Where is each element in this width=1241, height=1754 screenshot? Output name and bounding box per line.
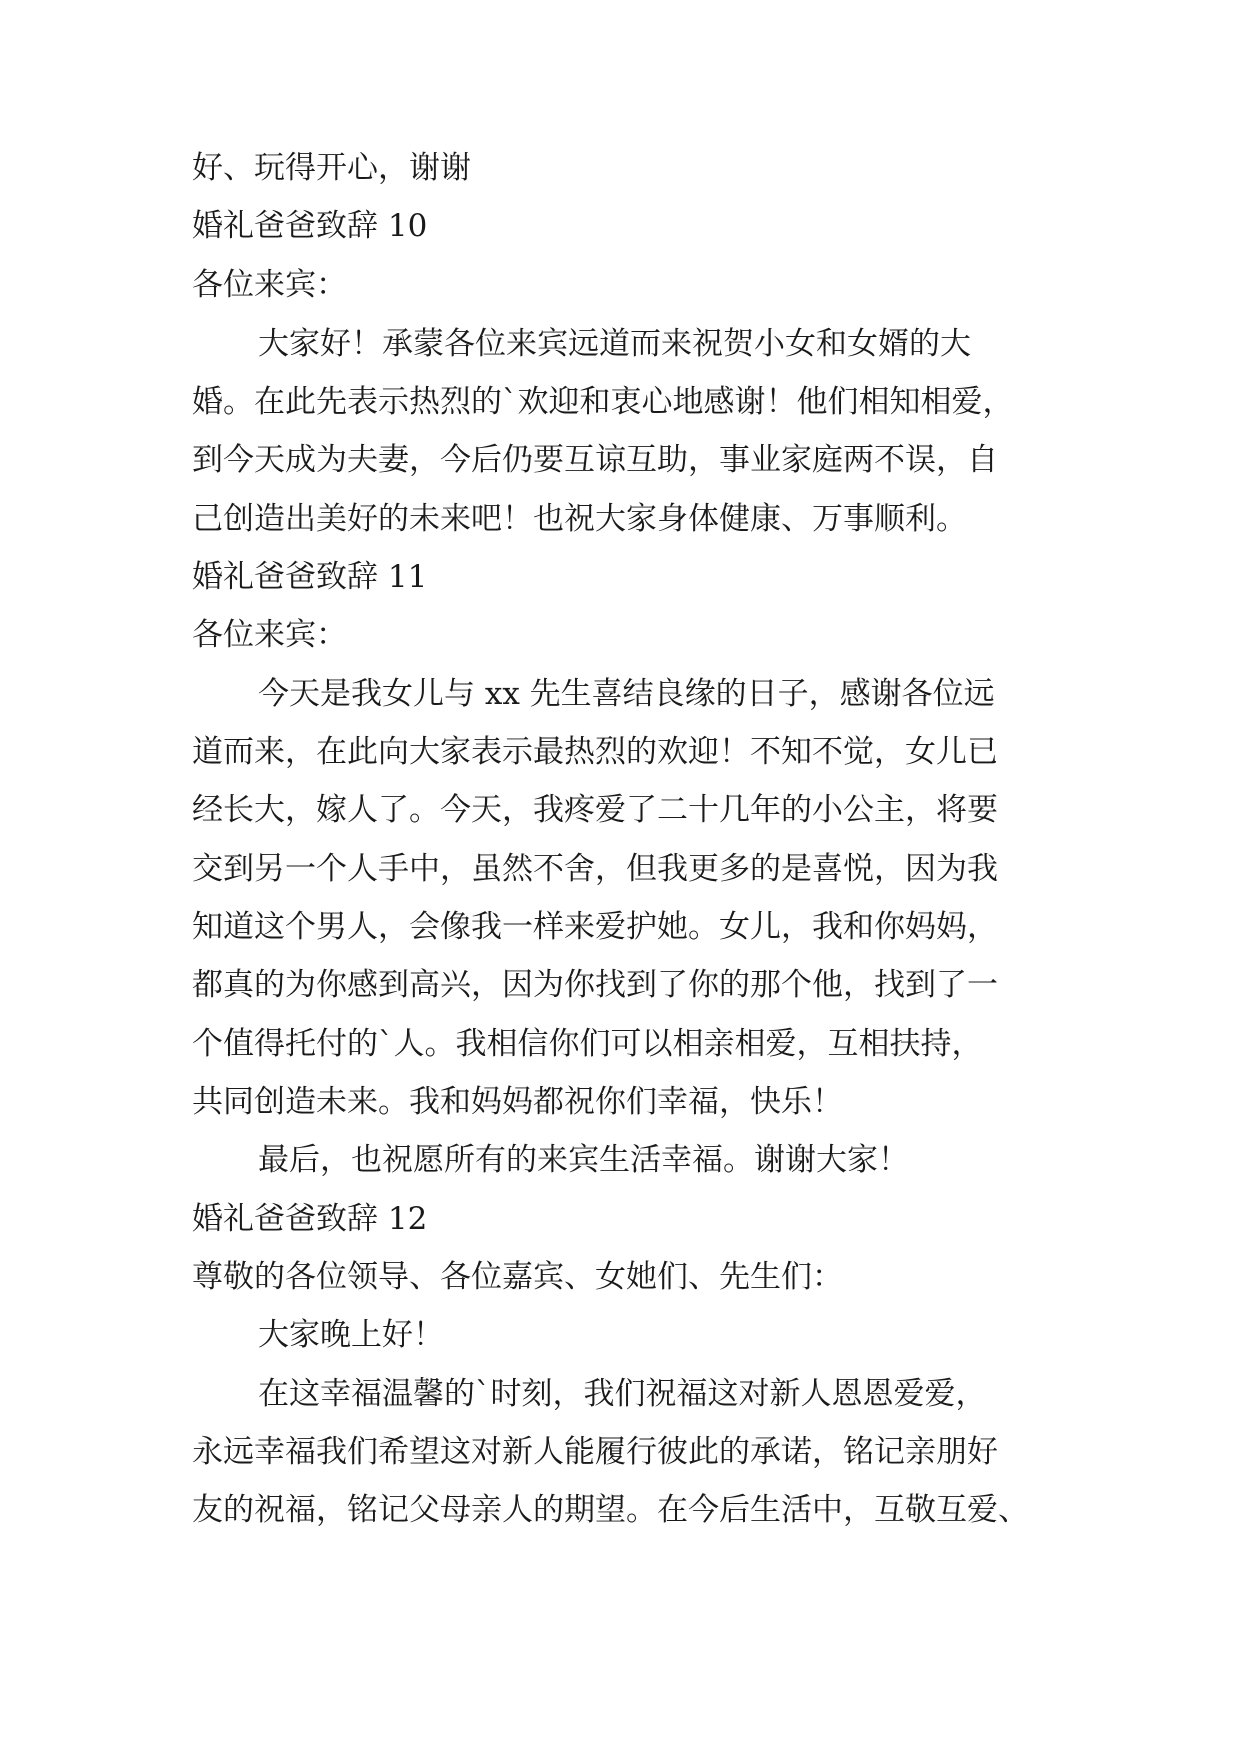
paragraph-line: 到今天成为夫妻，今后仍要互谅互助，事业家庭两不误，自 — [192, 442, 998, 478]
document-line: 好、玩得开心，谢谢 — [192, 150, 471, 186]
paragraph-line: 个值得托付的`人。我相信你们可以相亲相爱，互相扶持， — [192, 1026, 983, 1062]
paragraph-line: 共同创造未来。我和妈妈都祝你们幸福，快乐！ — [192, 1084, 843, 1120]
paragraph-line: 婚。在此先表示热烈的`欢迎和衷心地感谢！他们相知相爱， — [192, 384, 1014, 420]
salutation: 各位来宾： — [192, 617, 347, 653]
paragraph-line: 经长大，嫁人了。今天，我疼爱了二十几年的小公主，将要 — [192, 792, 998, 828]
paragraph-line: 都真的为你感到高兴，因为你找到了你的那个他，找到了一 — [192, 967, 998, 1003]
paragraph-line: 大家好！承蒙各位来宾远道而来祝贺小女和女婿的大 — [258, 326, 971, 362]
salutation: 各位来宾： — [192, 267, 347, 303]
paragraph-line: 道而来，在此向大家表示最热烈的欢迎！不知不觉，女儿已 — [192, 734, 998, 770]
salutation: 尊敬的各位领导、各位嘉宾、女她们、先生们： — [192, 1259, 843, 1295]
paragraph-line: 最后，也祝愿所有的来宾生活幸福。谢谢大家！ — [258, 1142, 909, 1178]
paragraph-line: 在这幸福温馨的`时刻，我们祝福这对新人恩恩爱爱， — [258, 1376, 987, 1412]
paragraph-line: 永远幸福我们希望这对新人能履行彼此的承诺，铭记亲朋好 — [192, 1434, 998, 1470]
paragraph-line: 知道这个男人，会像我一样来爱护她。女儿，我和你妈妈， — [192, 909, 998, 945]
section-heading: 婚礼爸爸致辞 10 — [192, 208, 428, 244]
paragraph-line: 今天是我女儿与 xx 先生喜结良缘的日子，感谢各位远 — [258, 676, 995, 712]
paragraph-line: 交到另一个人手中，虽然不舍，但我更多的是喜悦，因为我 — [192, 851, 998, 887]
paragraph-line: 友的祝福，铭记父母亲人的期望。在今后生活中，互敬互爱、 — [192, 1492, 1029, 1528]
greeting-line: 大家晚上好！ — [258, 1317, 444, 1353]
section-heading: 婚礼爸爸致辞 12 — [192, 1201, 428, 1237]
section-heading: 婚礼爸爸致辞 11 — [192, 559, 428, 595]
paragraph-line: 己创造出美好的未来吧！也祝大家身体健康、万事顺利。 — [192, 501, 967, 537]
